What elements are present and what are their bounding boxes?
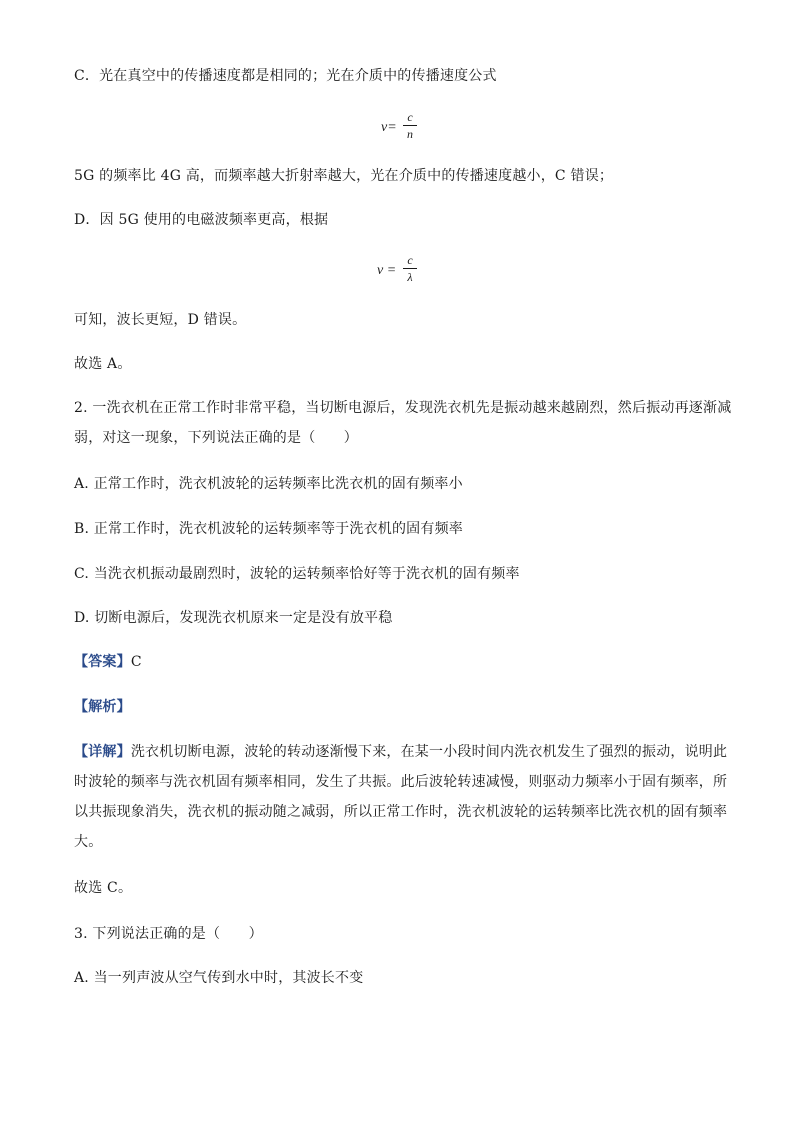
choose-c-text: 故选 C。 <box>74 880 133 896</box>
detail-tag: 【详解】 <box>74 744 131 760</box>
question-3-option-a: A. 当一列声波从空气传到水中时，其波长不变 <box>74 970 364 986</box>
answer-value: C <box>130 654 142 670</box>
fraction-bar <box>403 125 417 126</box>
analysis-line <box>74 697 131 717</box>
question-2-stem-line-2: 弱，对这一现象，下列说法正确的是（ ） <box>74 430 358 446</box>
answer-tag: 【答案】 <box>74 654 131 670</box>
question-2-option-a: A. 正常工作时，洗衣机波轮的运转频率比洗衣机的固有频率小 <box>74 476 463 492</box>
question-2-stem-line-1: 2. 一洗衣机在正常工作时非常平稳，当切断电源后，发现洗衣机先是振动越来越剧烈，然后振动再逐渐减 <box>74 400 732 416</box>
formula-v-equals-c-over-lambda <box>377 253 425 289</box>
detail-line-2: 时波轮的频率与洗衣机固有频率相同，发生了共振。此后波轮转速减慢，则驱动力频率小于固有频率，所 <box>74 774 728 790</box>
question-2-option-d: D. 切断电源后，发现洗衣机原来一定是没有放平稳 <box>74 610 393 626</box>
formula-numerator: c <box>407 110 413 124</box>
formula-fraction <box>403 110 417 141</box>
question-3-stem: 3. 下列说法正确的是（ ） <box>74 926 263 942</box>
choose-a-text: 故选 A。 <box>74 356 132 372</box>
question-2-option-b: B. 正常工作时，洗衣机波轮的运转频率等于洗衣机的固有频率 <box>74 521 463 537</box>
answer-line <box>74 652 142 672</box>
formula-denominator: λ <box>407 270 413 284</box>
question-2-option-c: C. 当洗衣机振动最剧烈时，波轮的运转频率恰好等于洗衣机的固有频率 <box>74 566 520 582</box>
formula-fraction <box>403 253 417 284</box>
detail-line-4: 大。 <box>74 834 103 850</box>
option-c-conclusion: 5G 的频率比 4G 高，而频率越大折射率越大，光在介质中的传播速度越小，C 错误； <box>74 168 614 184</box>
formula-lhs: v= <box>381 120 397 135</box>
fraction-bar <box>403 268 417 269</box>
option-d-text: D．因 5G 使用的电磁波频率更高，根据 <box>74 212 329 228</box>
detail-line-1 <box>74 742 727 762</box>
detail-line-3: 以共振现象消失，洗衣机的振动随之减弱，所以正常工作时，洗衣机波轮的运转频率比洗衣机的固有频率 <box>74 804 728 820</box>
detail-text-1: 洗衣机切断电源，波轮的转动逐渐慢下来，在某一小段时间内洗衣机发生了强烈的振动，说明此 <box>130 744 728 760</box>
option-d-conclusion: 可知，波长更短，D 错误。 <box>74 312 247 328</box>
formula-lhs: v = <box>377 263 397 278</box>
formula-v-equals-c-over-n <box>381 110 421 146</box>
formula-numerator: c <box>407 253 413 267</box>
formula-denominator: n <box>407 127 413 141</box>
option-c-text: C．光在真空中的传播速度都是相同的；光在介质中的传播速度公式 <box>74 68 497 84</box>
analysis-tag: 【解析】 <box>74 699 131 715</box>
